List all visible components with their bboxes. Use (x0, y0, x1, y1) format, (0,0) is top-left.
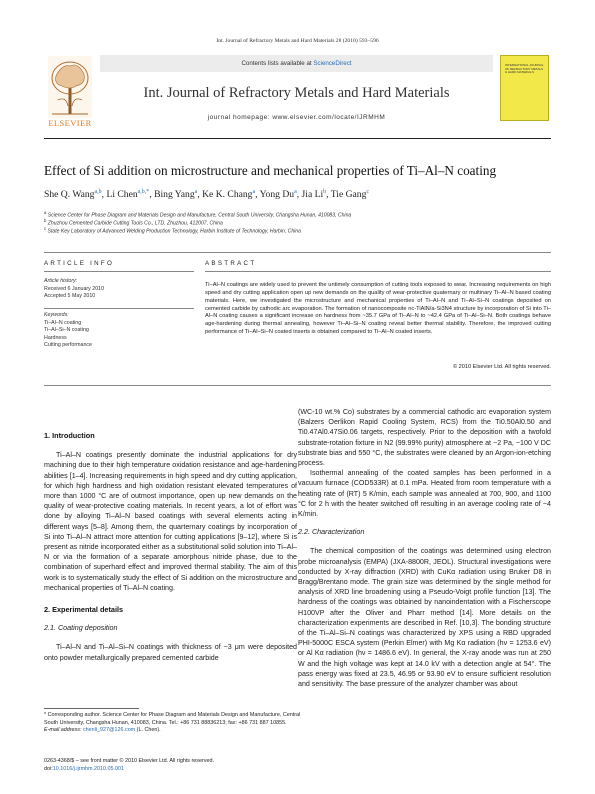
affiliation-b: $^b$ Zhuzhou Cemented Carbide Cutting Tools Co., LTD, Zhuzhou, 412007, China (44, 218, 223, 227)
abstract-rule (205, 271, 551, 272)
homepage-prefix: journal homepage: (207, 114, 273, 121)
keywords-label: Keywords: (44, 312, 69, 318)
experimental-heading: 2. Experimental details (44, 605, 124, 615)
contents-line (100, 60, 493, 67)
doi-link[interactable]: 10.1016/j.ijrmhm.2010.05.001 (52, 765, 125, 772)
right-column (298, 407, 551, 689)
author-affiliation-mark[interactable]: a (252, 189, 256, 195)
affiliation-c: $^c$ State Key Laboratory of Advanced Welding Production Technology, Harbin Institute of Technology, Harbin, China (44, 226, 301, 235)
author-list: She Q. Wang$^{a,b}$, Li Chen$^{a,b,*}$, Bing Yang$^a$, Ke K. Chang$^a$, Yong Du$^a$, Jia Li$^b$, Tie Gang$^c$ (44, 189, 370, 201)
characterization-heading: 2.2. Characterization (298, 527, 365, 537)
author-affiliation-mark[interactable]: a,b,* (137, 189, 150, 195)
history-label: Article history: (44, 278, 78, 284)
issn-block (44, 758, 304, 773)
footnote-rule (44, 708, 139, 709)
homepage-link[interactable]: www.elsevier.com/locate/IJRMHM (272, 114, 386, 121)
author-affiliation-mark[interactable]: c (366, 189, 370, 195)
deposition-paragraph: Ti–Al–N and Ti–Al–Si–N coatings with thickness of ~3 μm were deposited onto powder metallurgically prepared cemented carbide (44, 643, 297, 662)
author-affiliation-mark[interactable]: a (194, 189, 198, 195)
accepted-date: Accepted 5 May 2010 (44, 293, 96, 300)
author-name: Bing Yang (154, 189, 195, 201)
email-suffix: (L. Chen). (135, 727, 161, 733)
article-info-rule (44, 271, 194, 272)
header-rule (44, 138, 551, 139)
characterization-paragraph: The chemical composition of the coatings was determined using electron probe microanalysis (EMPA) (JXA-8800R, JEOL). Structural investigations were conducted by X-ray diffraction (XRD) with CuKα radiation using Bruker D8 in Bragg/Brentano mode. The grain size was determined by the single method for analysis of XRD line broadening using a Pseudo-Voigt profile function [13]. The hardness of the coatings was obtained by nanoindentation with a Fischerscope H100VP after the Oliver and Pharr method [14]. More details on the characterization experiments are described in Ref. [10,3]. The bonding structure of the Ti–Al–Si–N coatings was characterized by XPS using a RBD upgraded PHI-5000C ESCA system (Perkin Elmer) with Mg Kα radiation (hν = 1253.6 eV) or Al Kα radiation (hν = 1486.6 eV). In general, the X-ray anode was run at 250 W and the high voltage was kept at 14.0 kV with a detection angle at 54°. The pass energy was fixed at 23.5, 46.95 or 93.90 eV to ensure sufficient resolution and sensitivity. The base pressure of the analyzer chamber was about (298, 547, 551, 689)
footnote (44, 712, 304, 735)
author-name: Ke K. Chang (202, 189, 253, 201)
affiliation-a: $^a$ Science Center for Phase Diagram and Materials Design and Manufacture, Central South University, Changsha Hunan, 410083, China (44, 210, 352, 219)
journal-cover (500, 55, 549, 121)
article-title: Effect of Si addition on microstructure and mechanical properties of Ti–Al–N coating (44, 163, 497, 178)
author-name: Tie Gang (330, 189, 367, 201)
doi-prefix: doi: (44, 765, 53, 772)
left-column (44, 431, 297, 663)
sciencedirect-link[interactable]: ScienceDirect (313, 60, 352, 67)
journal-homepage (100, 114, 493, 121)
keywords-block (44, 312, 194, 350)
running-head: Int. Journal of Refractory Metals and Hard Materials 28 (2010) 593–596 (216, 38, 379, 44)
email-link[interactable]: chenli_927@126.com (82, 727, 136, 733)
abstract-text: Ti–Al–N coatings are widely used to prevent the untimely consumption of cutting tools exposed to wear. Increasing requirements on high speed and dry cutting application open up new demands on the quality of wear-protective quaternary or multinary Ti–Al–N based coating materials. Here, we investigated the microstructure and mechanical properties of Ti–Al–N and Ti–Al–Si–N coatings deposited on cemented carbide by cathodic arc evaporation. The formation of nanocomposite nc-TiAlN/a-Si3N4 structure by incorporation of Si into Ti–Al–N coating causes a significant increase on hardness from ~35.7 GPa of Ti–Al–N to ~42.4 GPa of Ti–Al–Si–N. Both coatings behave age-hardening during thermal annealing, however Ti–Al–Si–N coating reveal better thermal stability. Therefore, the improved cutting performance of Ti–Al–Si–N coated inserts is obtained compared to Ti–Al–N coated inserts. (205, 282, 551, 336)
keyword: Hardness (44, 334, 67, 341)
publisher-name: ELSEVIER (48, 118, 92, 128)
article-info-heading: ARTICLE INFO (44, 260, 115, 267)
author-name: Li Chen (106, 189, 138, 201)
contents-prefix: Contents lists available at (241, 60, 314, 67)
author-name: Yong Du (259, 189, 295, 201)
article-history (44, 278, 194, 301)
author-affiliation-mark[interactable]: a (294, 189, 297, 195)
intro-paragraph: Ti–Al–N coatings presently dominate the industrial applications for dry machining due to their high temperature oxidation resistance and age-hardening abilities [1–4]. Increasing requirements in high speed and dry cutting application, for which high hardness and high oxidation resistant elevated temperatures of more than 1000 °C are of outmost importance, open up new demands on the quality of wear-protective coating materials. In recent years, a lot of effort was done by alloying Ti–Al–N based coatings with several elements acting in different ways [5–8]. Among them, the quarternary coatings by incorporation of Si into Ti–Al–N attract more attention for cutting applications [9–12], where Si is present as nitride incorporated either as a substitutional solid solution into Ti–Al–N or via the formation of a separate amorphous nitride phase, due to the combination of superhard effect and improved thermal stability. The aim of this work is to systematically study the effect of Si addition on the microstructure and mechanical properties of Ti–Al–N coating. (44, 451, 297, 592)
author-name: She Q. Wang (44, 189, 95, 201)
annealing-paragraph: Isothermal annealing of the coated samples has been performed in a vacuum furnace (COD533R) at 0.1 mPa. Heated from room temperature with a heating rate of (RT) 5 K/min, each sample was annealed at 700, 900, and 1100 °C for 2 h with the heater switched off resulting in an average cooling rate of ~4 K/min. (298, 469, 551, 519)
received-date: Received 6 January 2010 (44, 285, 105, 292)
keyword: Ti–Al–N coating (44, 319, 82, 326)
journal-title: Int. Journal of Refractory Metals and Hard Materials (143, 85, 450, 101)
tree-logo-icon (48, 56, 92, 118)
author-name: Jia Li (301, 189, 324, 201)
cover-title: INTERNATIONAL JOURNAL OF REFRACTORY METALS & HARD MATERIALS (505, 63, 544, 75)
deposition-continued: (WC-10 wt.% Co) substrates by a commercial cathodic arc evaporation system (Balzers Oerlikon Rapid Cooling System, RCS) from the Ti0.50Al0.50 and Ti0.47Al0.47Si0.06 targets, respectively. Prior to the deposition with a twofold substrate-rotation fixture in N2 (99.99% purity) atmosphere at ~2 Pa, −100 V DC substrate bias and 550 °C, the substrates were cleaned by an Argon-ion-etching process. (298, 408, 551, 468)
abstract-copyright: © 2010 Elsevier Ltd. All rights reserved. (452, 364, 551, 370)
abstract-end-rule (44, 385, 551, 386)
section-rule (44, 252, 551, 253)
email-label: E-mail address: (44, 727, 83, 733)
issn-line: 0263-4368/$ – see front matter © 2010 Elsevier Ltd. All rights reserved. (44, 758, 214, 764)
deposition-heading: 2.1. Coating deposition (44, 623, 118, 633)
author-affiliation-mark[interactable]: b (323, 189, 327, 195)
keyword: Cutting performance (44, 342, 92, 349)
corresponding-author: * Corresponding author. Science Center for Phase Diagram and Materials Design and Manufacture, Central South University, Changsha Hunan, 410083, China. Tel.: +86 731 88836213; fax: +86 731 887 10855. (44, 712, 301, 726)
author-affiliation-mark[interactable]: a,b (94, 189, 102, 195)
keyword: Ti–Al–Si–N coating (44, 327, 89, 334)
intro-heading: 1. Introduction (44, 431, 95, 440)
keywords-rule (44, 308, 194, 309)
abstract-heading: ABSTRACT (205, 260, 257, 267)
